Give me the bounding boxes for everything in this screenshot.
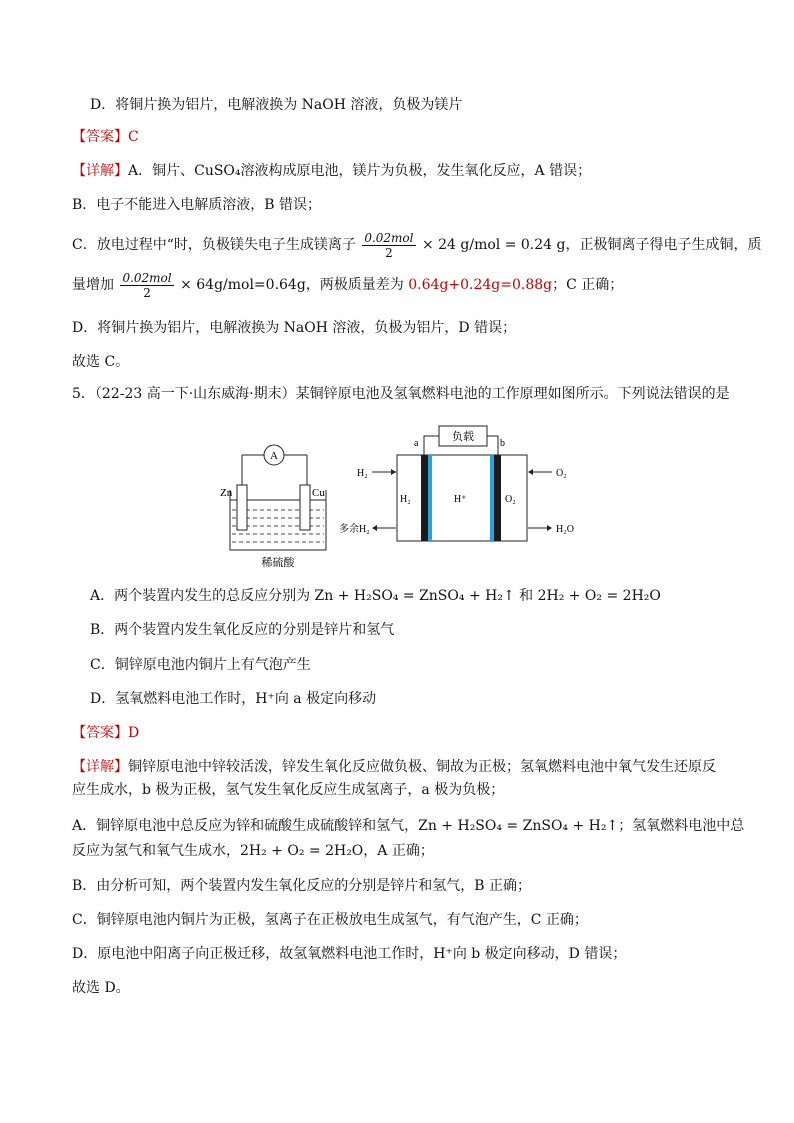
electrode-a-label: a <box>414 438 419 449</box>
q4-detail-c-line2 <box>72 270 734 300</box>
q5-detail-d: D．原电池中阳离子向正极迁移，故氢氧燃料电池工作时，H⁺向 b 极定向移动，D 错误； <box>72 946 627 962</box>
fraction-denominator: 2 <box>143 285 151 300</box>
q4-detail-a <box>72 161 734 181</box>
detail-c-text4: × 64g/mol=0.64g，两极质量差为 <box>180 277 404 293</box>
copper-electrode <box>300 485 310 530</box>
h2o-outlet-label: H₂O <box>556 524 574 535</box>
detail-text: 铜锌原电池中锌较活泼，锌发生氧化反应做负极、铜故为正极；氢氧燃料电池中氧气发生还原反 <box>128 759 716 775</box>
load-label: 负载 <box>452 431 474 443</box>
excess-h2-label: 多余H₂ <box>339 524 370 535</box>
q5-option-b: B．两个装置内发生氧化反应的分别是锌片和氢气 <box>90 622 395 638</box>
h2-inlet-label: H₂ <box>357 468 368 479</box>
detail-c-text2: × 24 g/mol = 0.24 g，正极铜离子得电子生成铜，质 <box>421 237 762 253</box>
zinc-electrode <box>237 485 247 530</box>
answer-tag: 【答案】 <box>72 725 128 741</box>
q5-detail-2: 应生成水，b 极为正极，氢气发生氧化反应生成氢离子，a 极为负极； <box>72 782 505 798</box>
battery-diagram <box>212 420 592 570</box>
q4-conclusion: 故选 C。 <box>72 354 130 370</box>
q4-detail-c-line1 <box>72 230 762 260</box>
fuel-cell <box>339 426 574 541</box>
q5-option-c: C．铜锌原电池内铜片上有气泡产生 <box>90 657 311 673</box>
fraction-numerator: 0.02mol <box>364 230 414 245</box>
detail-c-text5: ；C 正确； <box>552 277 624 293</box>
q5-detail-b: B．由分析可知，两个装置内发生氧化反应的分别是锌片和氢气，B 正确； <box>72 878 532 894</box>
q4-answer <box>72 127 734 147</box>
mass-difference: 0.64g+0.24g=0.88g <box>408 277 553 293</box>
answer-value: C <box>128 129 139 145</box>
q5-detail-c: C．铜锌原电池内铜片为正极，氢离子在正极放电生成氢气，有气泡产生，C 正确； <box>72 912 588 928</box>
h2-chamber-label: H₂ <box>400 494 411 505</box>
hplus-label: H⁺ <box>454 494 467 505</box>
q5-detail-a-2: 反应为氢气和氧气生成水，2H₂ + O₂ = 2H₂O，A 正确； <box>72 843 434 859</box>
o2-chamber-label: O₂ <box>505 494 516 505</box>
q5-conclusion: 故选 D。 <box>72 980 130 996</box>
fraction-numerator: 0.02mol <box>122 270 172 285</box>
q4-option-d: D．将铜片换为铝片，电解液换为 NaOH 溶液，负极为镁片 <box>90 97 463 113</box>
detail-c-text: C．放电过程中“时，负极镁失电子生成镁离子 <box>72 237 356 253</box>
q5-stem: 5．（22-23 高一下·山东威海·期末）某铜锌原电池及氢氧燃料电池的工作原理如图所示。下列说法错误的是 <box>72 386 730 402</box>
electrode-b-label: b <box>500 438 505 449</box>
fraction-denominator: 2 <box>385 245 393 260</box>
detail-tag: 【详解】 <box>72 759 128 775</box>
q5-option-d: D．氢氧燃料电池工作时，H⁺向 a 极定向移动 <box>90 691 377 707</box>
q4-detail-b: B．电子不能进入电解质溶液，B 错误； <box>72 197 322 213</box>
fraction <box>362 231 415 260</box>
detail-tag: 【详解】 <box>72 163 128 179</box>
cu-zn-cell <box>220 445 326 569</box>
q5-answer <box>72 723 734 743</box>
answer-value: D <box>128 725 140 741</box>
q4-detail-d: D．将铜片换为铝片，电解液换为 NaOH 溶液，负极为铝片，D 错误； <box>72 320 517 336</box>
electrode-a <box>421 455 428 541</box>
electrode-b <box>494 455 501 541</box>
detail-text: A．铜片、CuSO₄溶液构成原电池，镁片为负极，发生氧化反应，A 错误； <box>128 163 592 179</box>
q5-detail-1 <box>72 757 734 777</box>
acid-label: 稀硫酸 <box>261 557 295 569</box>
answer-tag: 【答案】 <box>72 129 128 145</box>
ammeter-label: A <box>270 450 278 462</box>
detail-c-text3: 量增加 <box>72 277 114 293</box>
fraction <box>120 271 173 300</box>
o2-inlet-label: O₂ <box>556 468 567 479</box>
cu-label: Cu <box>312 487 325 499</box>
q5-option-a: A．两个装置内发生的总反应分别为 Zn + H₂SO₄ = ZnSO₄ + H₂↑ 和 2H₂ + O₂ = 2H₂O <box>90 588 661 604</box>
q5-detail-a-1: A．铜锌原电池中总反应为锌和硫酸生成硫酸锌和氢气，Zn + H₂SO₄ = ZnSO₄ + H₂↑；氢氧燃料电池中总 <box>72 818 745 834</box>
zn-label: Zn <box>220 487 233 499</box>
